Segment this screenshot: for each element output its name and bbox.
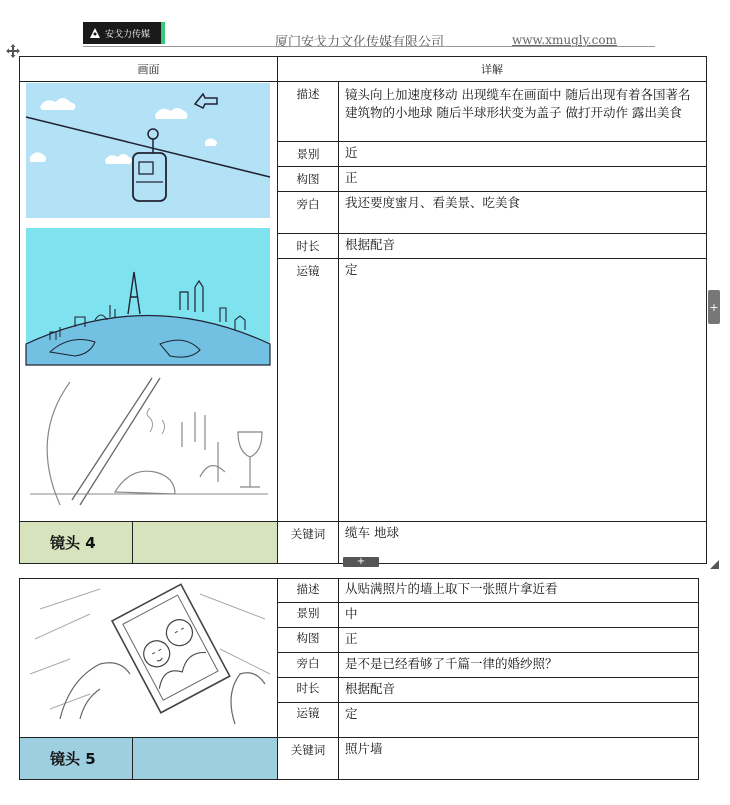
label-camera-move-5: 运镜: [278, 703, 339, 738]
table-move-handle-icon[interactable]: [6, 44, 20, 58]
storyboard-frames: [20, 82, 276, 516]
label-describe: 描述: [278, 82, 339, 142]
storyboard-picture-cell: [20, 82, 278, 522]
table-resize-handle-icon[interactable]: [710, 560, 719, 569]
frame-cable-car: [26, 83, 270, 218]
company-name: 厦门安戈力文化传媒有限公司: [275, 35, 445, 50]
shot-label-extra-4: [133, 522, 278, 564]
add-row-button[interactable]: +: [343, 557, 379, 567]
value-composition-5: 正: [339, 628, 699, 653]
shot-label-5: 镜头 5: [20, 738, 133, 780]
logo-text: 安戈力传媒: [105, 29, 151, 40]
value-shot-size-5: 中: [339, 603, 699, 628]
label-shot-size: 景别: [278, 142, 339, 167]
label-duration-5: 时长: [278, 678, 339, 703]
storyboard-table-shot-5: [19, 578, 699, 780]
value-shot-size: 近: [339, 142, 707, 167]
header-picture: 画面: [20, 57, 278, 82]
value-narration-5: 是不是已经看够了千篇一律的婚纱照？: [339, 653, 699, 678]
label-composition-5: 构图: [278, 628, 339, 653]
value-duration: 根据配音: [339, 234, 707, 259]
value-describe-5: 从贴满照片的墙上取下一张照片拿近看: [339, 579, 699, 603]
value-describe: 镜头向上加速度移动 出现缆车在画面中 随后出现有着各国著名建筑物的小地球 随后半球形状变为盖子 做打开动作 露出美食: [339, 82, 707, 142]
label-camera-move: 运镜: [278, 259, 339, 522]
label-keywords-5: 关键词: [278, 738, 339, 780]
value-keywords: 缆车 地球: [339, 522, 707, 564]
label-shot-size-5: 景别: [278, 603, 339, 628]
company-url[interactable]: www.xmugly.com: [512, 33, 617, 47]
label-duration: 时长: [278, 234, 339, 259]
logo-mark-icon: [89, 27, 101, 39]
value-narration: 我还要度蜜月、看美景、吃美食: [339, 192, 707, 234]
value-composition: 正: [339, 167, 707, 192]
storyboard-table-shot-4: [19, 56, 707, 564]
header-rule: [83, 46, 655, 47]
value-camera-move: 定: [339, 259, 707, 522]
label-narration: 旁白: [278, 192, 339, 234]
value-camera-move-5: 定: [339, 703, 699, 738]
label-describe-5: 描述: [278, 579, 339, 603]
shot-label-extra-5: [133, 738, 278, 780]
frame-globe: [26, 228, 270, 365]
value-keywords-5: 照片墙: [339, 738, 699, 780]
header-detail: 详解: [278, 57, 707, 82]
label-composition: 构图: [278, 167, 339, 192]
frame-photo-wall: [20, 579, 276, 725]
company-logo: [83, 22, 165, 44]
side-insert-tab[interactable]: +: [708, 290, 720, 324]
frame-food-reveal: [26, 375, 270, 510]
shot-label-4: 镜头 4: [20, 522, 133, 564]
storyboard-picture-cell-5: [20, 579, 278, 738]
label-narration-5: 旁白: [278, 653, 339, 678]
label-keywords: 关键词: [278, 522, 339, 564]
value-duration-5: 根据配音: [339, 678, 699, 703]
